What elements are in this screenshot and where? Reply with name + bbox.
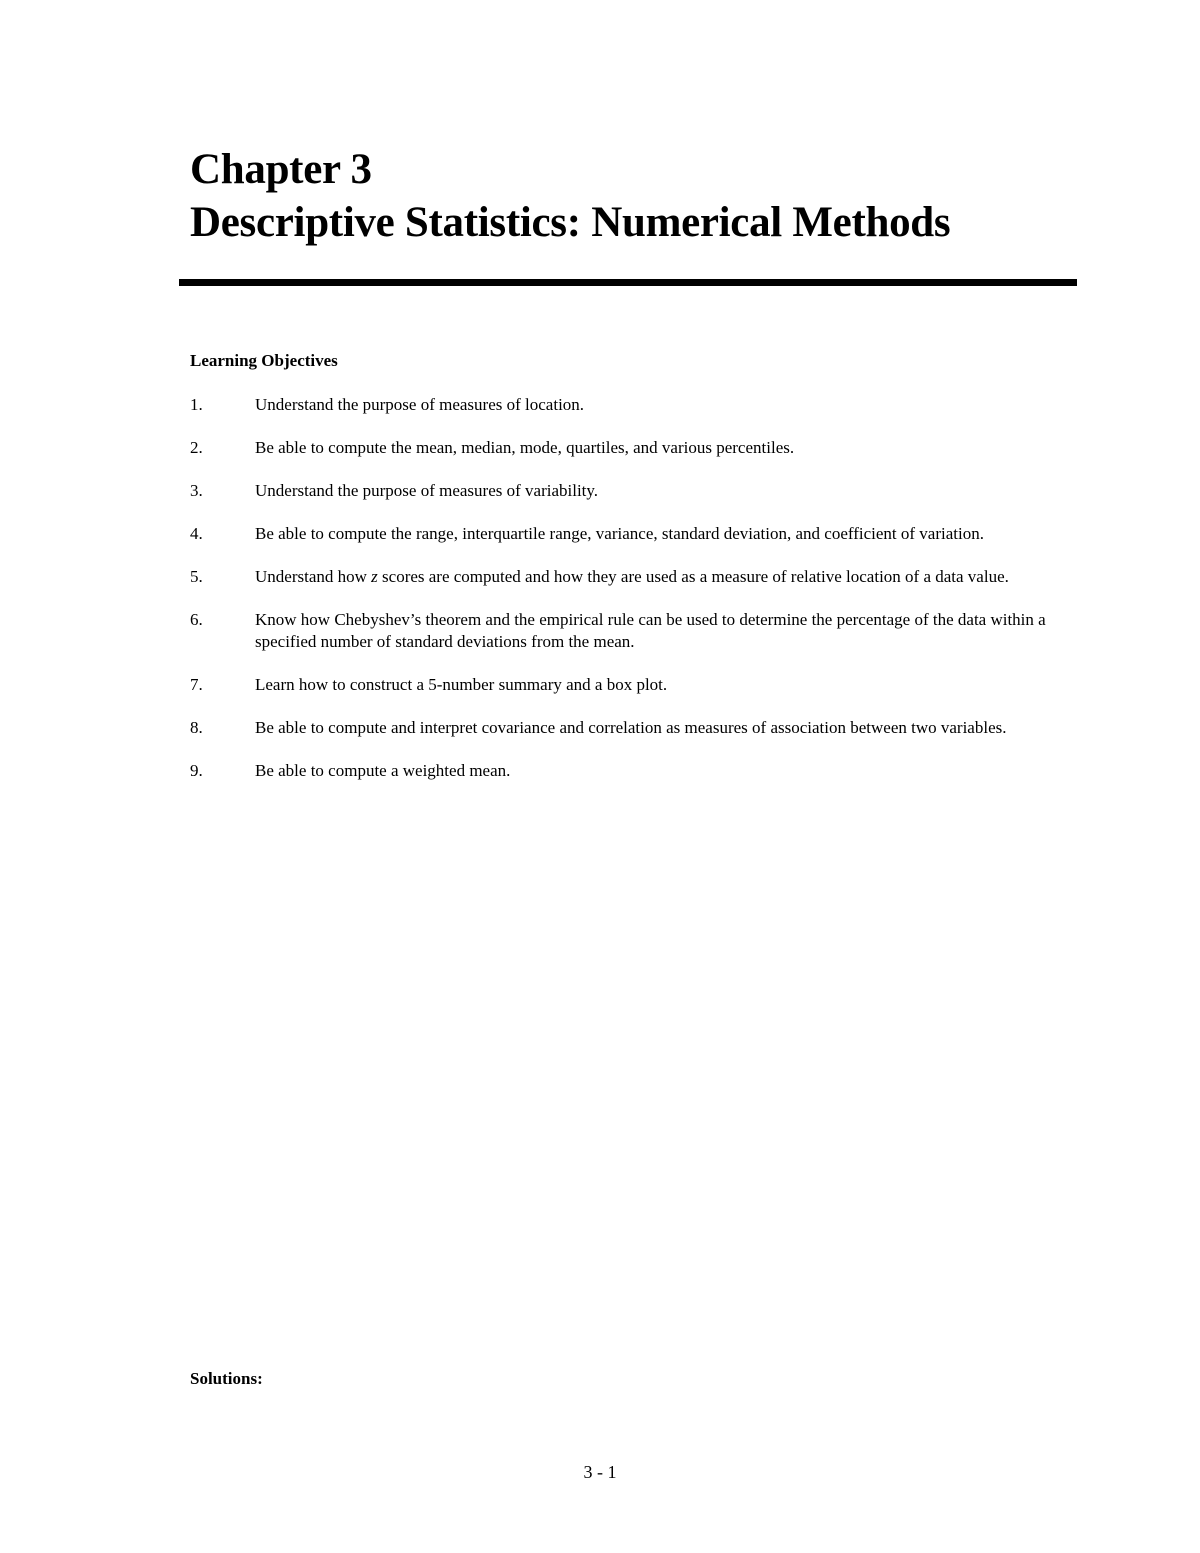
objective-text: Be able to compute and interpret covariance and correlation as measures of association between two variables. (255, 718, 1007, 737)
objective-item (190, 566, 1070, 588)
objective-item (190, 674, 1070, 696)
chapter-title (190, 143, 950, 249)
title-rule (179, 279, 1077, 286)
objective-item (190, 480, 1070, 502)
objective-text: Understand the purpose of measures of variability. (255, 481, 599, 500)
solutions-heading: Solutions: (190, 1369, 263, 1388)
learning-objectives-heading: Learning Objectives (190, 351, 338, 370)
objective-number: 4. (190, 524, 203, 543)
objective-item (190, 609, 1070, 653)
objective-text-start: Understand how (255, 567, 372, 586)
chapter-name: Descriptive Statistics: Numerical Methods (190, 199, 951, 246)
objective-text: Be able to compute a weighted mean. (255, 761, 511, 780)
objective-item (190, 523, 1070, 545)
objective-text-end: scores are computed and how they are used as a measure of relative location of a data value. (377, 567, 1009, 586)
objective-text: Understand the purpose of measures of location. (255, 395, 585, 414)
learning-objectives-list (190, 394, 1070, 803)
objective-item (190, 394, 1070, 416)
objective-number: 9. (190, 761, 203, 780)
objective-item (190, 437, 1070, 459)
objective-number: 7. (190, 675, 203, 694)
objective-number: 5. (190, 567, 203, 586)
objective-item (190, 760, 1070, 782)
objective-text (255, 567, 1009, 586)
chapter-number: Chapter 3 (190, 146, 372, 193)
page-number: 3 - 1 (583, 1462, 617, 1482)
objective-number: 8. (190, 718, 203, 737)
objective-text: Be able to compute the mean, median, mode, quartiles, and various percentiles. (255, 438, 795, 457)
objective-text: Know how Chebyshev’s theorem and the empirical rule can be used to determine the percentage of the data within a specified number of standard deviations from the mean. (255, 610, 1046, 651)
objective-text: Be able to compute the range, interquartile range, variance, standard deviation, and coefficient of variation. (255, 524, 984, 543)
objective-number: 2. (190, 438, 203, 457)
objective-number: 1. (190, 395, 203, 414)
objective-number: 3. (190, 481, 203, 500)
objective-text: Learn how to construct a 5-number summary and a box plot. (255, 675, 668, 694)
objective-number: 6. (190, 610, 203, 629)
z-italic: z (371, 567, 378, 586)
objective-item (190, 717, 1070, 739)
